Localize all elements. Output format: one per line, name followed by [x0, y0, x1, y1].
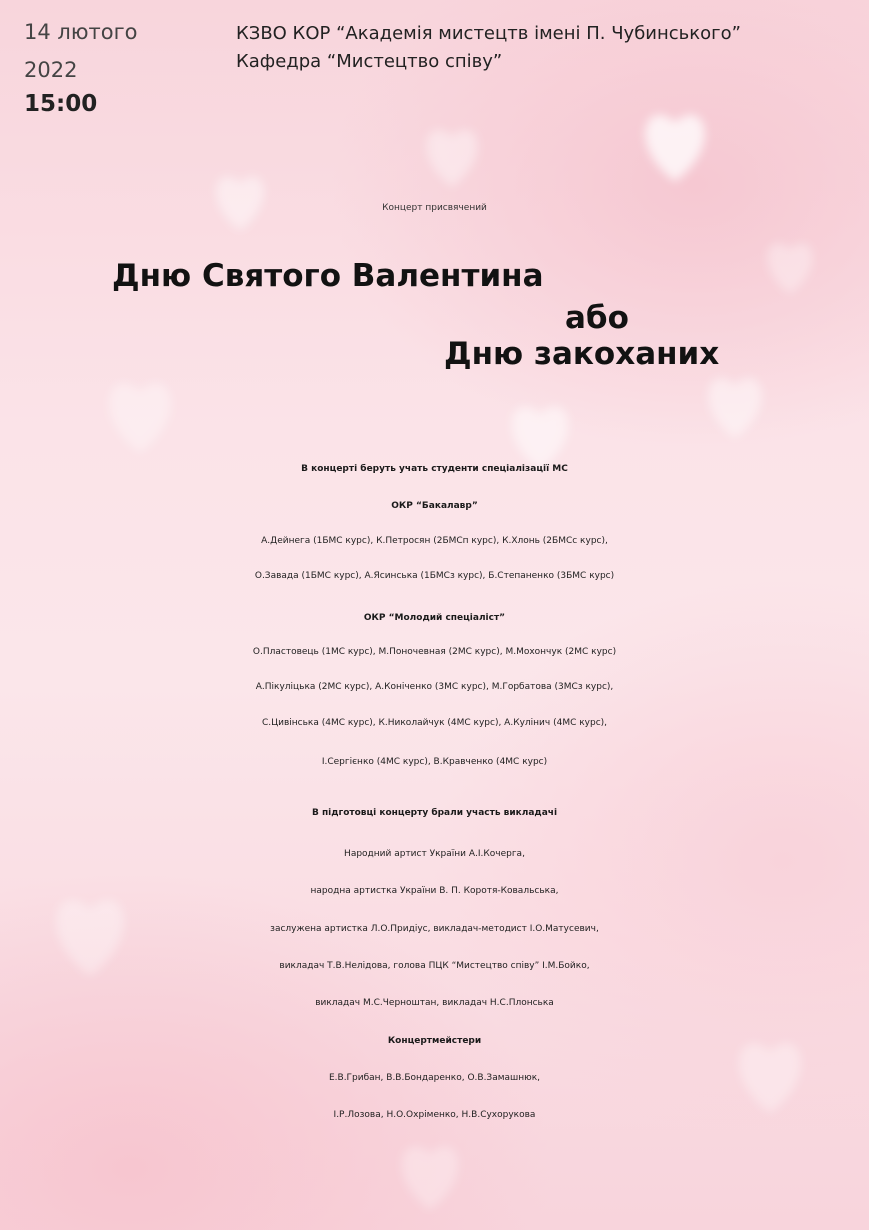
heart-icon — [512, 406, 569, 470]
department-name: Кафедра “Мистецтво співу” — [236, 51, 503, 72]
bachelor-line: О.Завада (1БМС курс), А.Ясинська (1БМСз курс), Б.Степаненко (3БМС курс) — [254, 571, 615, 581]
accompanist-line: І.Р.Лозова, Н.О.Охріменко, Н.В.Сухорукова — [333, 1110, 536, 1120]
teacher-line: Народний артист України А.І.Кочерга, — [344, 849, 525, 859]
title-line-1: Дню Святого Валентина — [112, 258, 544, 294]
heart-icon — [645, 115, 705, 182]
teachers-heading: В підготовці концерту брали участь викладачі — [311, 808, 558, 818]
participants-heading: В концерті беруть учать студенти спеціалізації МС — [301, 464, 568, 474]
accompanists-heading: Концертмейстери — [387, 1036, 482, 1046]
org-name: КЗВО КОР “Академія мистецтв імені П. Чубинського” — [236, 23, 741, 44]
time: 15:00 — [24, 91, 98, 117]
specialist-heading: ОКР “Молодий спеціаліст” — [363, 613, 506, 623]
bachelor-line: А.Дейнега (1БМС курс), К.Петросян (2БМСп курс), К.Хлонь (2БМСс курс), — [261, 536, 608, 546]
teacher-line: народна артистка України В. П. Коротя-Ковальська, — [310, 886, 559, 896]
title-line-3: Дню закоханих — [444, 336, 720, 372]
date-year: 2022 — [24, 58, 78, 82]
heart-icon — [426, 130, 477, 187]
teacher-line: заслужена артистка Л.О.Придіус, викладач-методист І.О.Матусевич, — [270, 924, 599, 934]
date-day: 14 лютого — [24, 20, 138, 44]
bachelor-heading: ОКР “Бакалавр” — [391, 501, 478, 511]
heart-icon — [109, 383, 171, 453]
specialist-line: О.Пластовець (1МС курс), М.Поночевная (2МС курс), М.Мохончук (2МС курс) — [252, 647, 617, 657]
specialist-line: С.Цивінська (4МС курс), К.Николайчук (4МС курс), А.Кулінич (4МС курс), — [261, 718, 608, 728]
heart-icon — [402, 1146, 459, 1210]
title-line-2: або — [565, 300, 629, 336]
heart-icon — [708, 378, 762, 438]
accompanist-line: Е.В.Грибан, В.В.Бондаренко, О.В.Замашнюк, — [328, 1073, 541, 1083]
specialist-line: А.Пікуліцька (2МС курс), А.Коніченко (3МС курс), М.Горбатова (3МСз курс), — [255, 682, 614, 692]
specialist-line: І.Сергієнко (4МС курс), В.Кравченко (4МС курс) — [321, 757, 548, 767]
teacher-line: викладач М.С.Черноштан, викладач Н.С.Плонська — [315, 998, 554, 1008]
teacher-line: викладач Т.В.Нелідова, голова ПЦК “Мистецтво співу” І.М.Бойко, — [279, 961, 590, 971]
heart-icon — [767, 243, 812, 294]
concert-intro: Концерт присвячений — [382, 203, 487, 213]
